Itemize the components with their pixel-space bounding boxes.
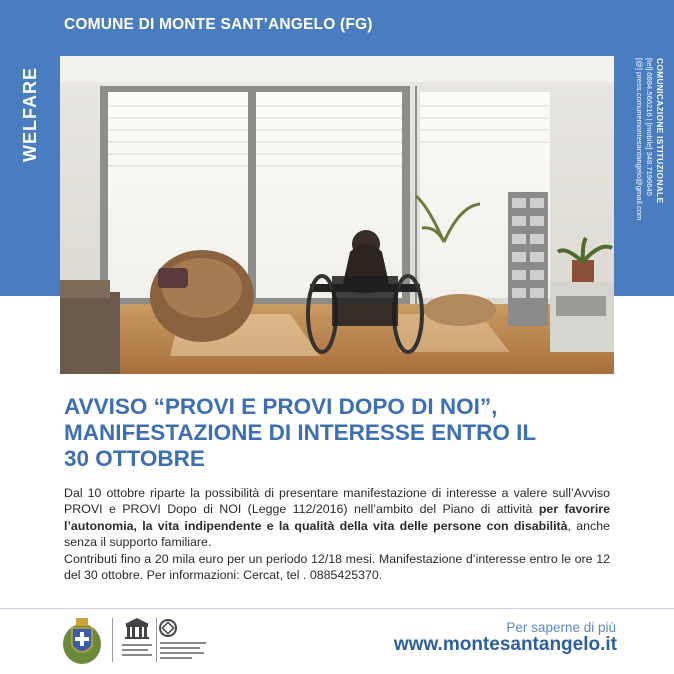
headline-line: 30 OTTOBRE [64, 446, 205, 471]
headline-line: MANIFESTAZIONE DI INTERESSE ENTRO IL [64, 420, 537, 445]
paragraph-text: Dal 10 ottobre riparte la possibilità di presentare manifestazione di interesse a valere sull’Avviso PROVI e PROVI Dopo di NOI (Legge 112/2016) nell’ambito del Piano di attività [64, 486, 610, 517]
website-link[interactable]: www.montesantangelo.it [393, 634, 617, 655]
paragraph-emphasis: per favorire l’autonomia, la vita indipendente e la qualità della vita delle persone con disabilità [64, 502, 610, 533]
partner-logos [62, 612, 212, 668]
coat-of-arms-icon [63, 618, 101, 664]
hero-photo [60, 56, 614, 374]
contact-block [617, 58, 667, 258]
category-label: WELFARE [19, 66, 40, 162]
unesco-icon [122, 618, 152, 656]
paragraph-details: Contributi fino a 20 mila euro per un periodo 12/18 mesi. Manifestazione d’interesse entro le ore 12 del 30 ottobre. Per informazioni: Cercat, tel . 0885425370. [64, 551, 610, 583]
paragraph-text: , anche senza il supporto familiare. [64, 518, 610, 550]
more-info-label: Per saperne di più [506, 620, 616, 635]
footer-divider [0, 608, 674, 609]
headline-line: AVVISO “PROVI E PROVI DOPO DI NOI”, [64, 394, 498, 419]
heritage-icon [160, 620, 206, 659]
paragraph-intro [64, 485, 610, 551]
article-headline [64, 394, 644, 472]
article-body [64, 485, 610, 583]
contact-phone: [tel] 0884.566216 | [mobile] 348.7196645 [645, 58, 655, 196]
contact-email[interactable]: [@] press.comunemontesantangelo@gmail.com [635, 58, 644, 221]
contact-title: COMUNICAZIONE ISTITUZIONALE [655, 58, 665, 204]
category-tag [6, 58, 54, 170]
municipality-name: COMUNE DI MONTE SANT’ANGELO (FG) [64, 16, 373, 33]
